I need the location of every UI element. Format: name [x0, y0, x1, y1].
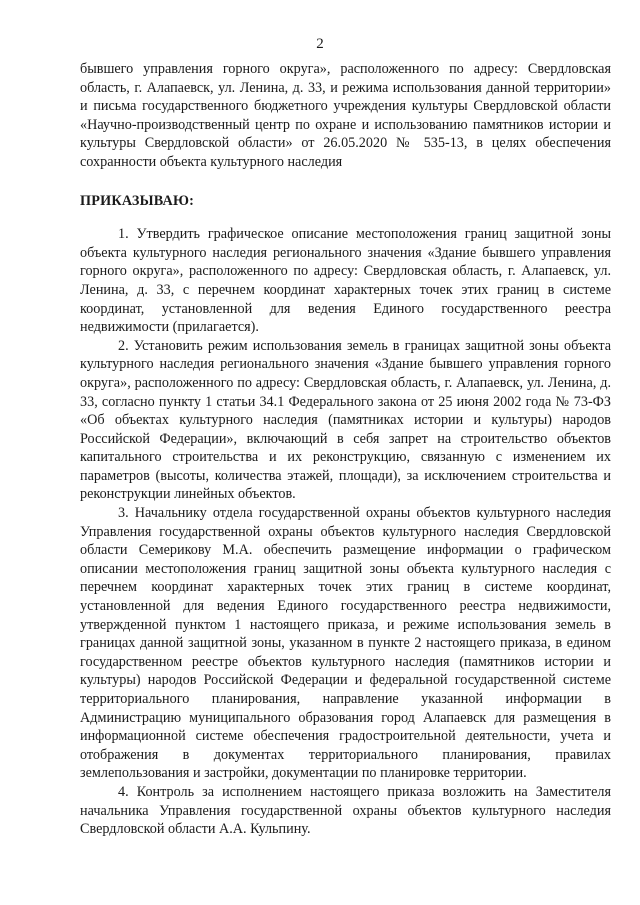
order-item-3: 3. Начальнику отдела государственной охраны объектов культурного наследия Управления государственной охраны объектов культурного наследия Свердловской области Семерикову М.А. обеспечить размещение информации о графическом описании местоположения границ защитной зоны объекта культурного наследия с перечнем координат характерных точек этих границ в системе координат, установленной для ведения Единого государственного реестра недвижимости, утвержденной пунктом 1 настоящего приказа, и режиме использования земель в границах данной защитной зоны, указанном в пункте 2 настоящего приказа, в едином государственном реестре объектов культурного наследия (памятников истории и культуры) народов Российской Федерации и федеральной государственной системе территориального планирования, направление указанной информации в Администрацию муниципального образования город Алапаевск для размещения в информационной системе обеспечения градостроительной деятельности, учета и отображения в документах территориального планирования, правилах землепользования и застройки, документации по планировке территории. [80, 505, 611, 782]
document-body [80, 60, 611, 839]
intro-paragraph: бывшего управления горного округа», расположенного по адресу: Свердловская область, г. Алапаевск, ул. Ленина, д. 33, и режима использования данной территории» и письма государственного бюджетного учреждения культуры Свердловской области «Научно-производственный центр по охране и использованию памятников истории и культуры Свердловской области» от 26.05.2020 № 535-13, в целях обеспечения сохранности объекта культурного наследия [80, 61, 611, 170]
order-item-4: 4. Контроль за исполнением настоящего приказа возложить на Заместителя начальника Управления государственной охраны объектов культурного наследия Свердловской области А.А. Кульпину. [80, 783, 611, 838]
order-item-2: 2. Установить режим использования земель в границах защитной зоны объекта культурного наследия регионального значения «Здание бывшего управления горного округа», расположенного по адресу: Свердловская область, г. Алапаевск, ул. Ленина, д. 33, согласно пункту 1 статьи 34.1 Федерального закона от 25 июня 2002 года № 73-ФЗ «Об объектах культурного наследия (памятниках истории и культуры) народов Российской Федерации», включающий в себя запрет на строительство объектов капитального строительства и их реконструкцию, связанную с изменением их параметров (высоты, количества этажей, площади), за исключением строительства и реконструкции линейных объектов. [80, 337, 611, 503]
order-heading: ПРИКАЗЫВАЮ: [80, 192, 195, 209]
page-number: 2 [316, 36, 324, 52]
order-item-1: 1. Утвердить графическое описание местоположения границ защитной зоны объекта культурного наследия регионального значения «Здание бывшего управления горного округа», расположенного по адресу: Свердловская область, г. Алапаевск, ул. Ленина, д. 33, с перечнем координат характерных точек этих границ в системе координат, установленной для ведения Единого государственного реестра недвижимости (прилагается). [80, 226, 611, 336]
